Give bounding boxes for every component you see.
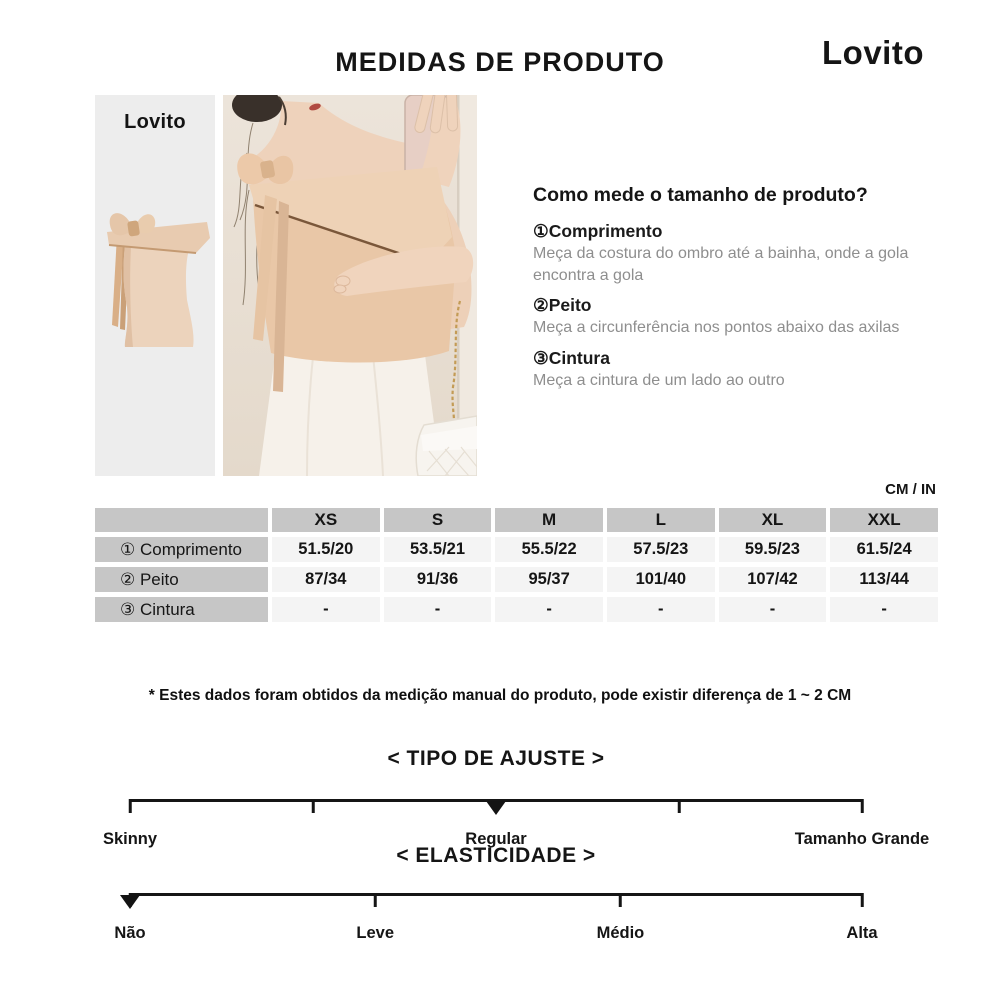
scale-line	[130, 893, 862, 896]
measurement-cell: -	[719, 597, 827, 622]
fit-type-scale	[102, 745, 930, 848]
measurement-note: * Estes dados foram obtidos da medição manual do produto, pode existir diferença de 1 ~ 2 CM	[148, 687, 852, 704]
measure-item-label: ②Peito	[533, 295, 592, 315]
size-column-header: S	[384, 508, 492, 532]
table-row	[95, 567, 938, 592]
scale-tick	[619, 893, 622, 907]
measurement-cell: 51.5/20	[272, 537, 380, 562]
size-column-header: XXL	[830, 508, 938, 532]
scale-label: Alta	[846, 924, 878, 942]
measure-item-label: ③Cintura	[533, 347, 610, 368]
table-row	[95, 537, 938, 562]
size-table-corner-cell	[95, 508, 268, 532]
page-title: MEDIDAS DE PRODUTO	[335, 47, 665, 77]
scale-label: Regular	[465, 830, 527, 848]
measurement-cell: -	[495, 597, 603, 622]
unit-label: CM / IN	[885, 481, 936, 498]
fit-type-track	[102, 799, 930, 848]
measure-item-label: ①Comprimento	[533, 221, 663, 241]
scale-label: Skinny	[102, 830, 158, 848]
row-label: ① Comprimento	[95, 537, 268, 562]
measurement-cell: 95/37	[495, 567, 603, 592]
row-label: ③ Cintura	[95, 597, 268, 622]
scale-tick	[312, 799, 315, 813]
size-column-header: XS	[272, 508, 380, 532]
size-column-header: M	[495, 508, 603, 532]
size-table	[91, 503, 942, 627]
measurement-cell: 53.5/21	[384, 537, 492, 562]
product-images	[95, 95, 477, 476]
measure-item-description: Meça da costura do ombro até a bainha, onde a gola encontra a gola	[533, 245, 909, 284]
measurement-cell: -	[384, 597, 492, 622]
measurement-cell: 101/40	[607, 567, 715, 592]
measurement-cell: 57.5/23	[607, 537, 715, 562]
fit-type-heading: < TIPO DE AJUSTE >	[387, 747, 605, 770]
table-row	[95, 597, 938, 622]
scale-tick	[861, 893, 864, 907]
measurement-cell: 91/36	[384, 567, 492, 592]
size-table-header-row	[95, 508, 938, 532]
elasticity-track	[114, 893, 878, 942]
measurement-cell: 113/44	[830, 567, 938, 592]
measurement-cell: -	[607, 597, 715, 622]
scale-tick	[861, 799, 864, 813]
scale-label: Tamanho Grande	[794, 830, 930, 848]
measurement-cell: -	[830, 597, 938, 622]
flatlay-top-illustration	[95, 95, 215, 476]
marker-triangle-icon	[486, 801, 506, 815]
elasticity-scale	[114, 842, 878, 942]
elasticity-heading: < ELASTICIDADE >	[396, 844, 596, 867]
measurement-cell: 61.5/24	[830, 537, 938, 562]
marker-triangle-icon	[120, 895, 140, 909]
scale-tick	[678, 799, 681, 813]
measurement-cell: 55.5/22	[495, 537, 603, 562]
row-label: ② Peito	[95, 567, 268, 592]
measurement-cell: 87/34	[272, 567, 380, 592]
measure-item-description: Meça a cintura de um lado ao outro	[533, 371, 785, 389]
measurement-cell: 107/42	[719, 567, 827, 592]
brand-logo: Lovito	[822, 34, 924, 71]
product-flatlay-image	[95, 95, 215, 476]
model-photo-illustration	[223, 95, 477, 476]
flatlay-brand-watermark: Lovito	[124, 111, 186, 133]
scale-label: Leve	[356, 924, 395, 942]
model-photo	[223, 95, 477, 476]
measure-guide-heading: Como mede o tamanho de produto?	[533, 184, 868, 206]
size-column-header: L	[607, 508, 715, 532]
measurement-cell: 59.5/23	[719, 537, 827, 562]
measurement-cell: -	[272, 597, 380, 622]
measure-item-description: Meça a circunferência nos pontos abaixo das axilas	[533, 319, 900, 336]
measure-guide	[533, 184, 911, 391]
scale-tick	[129, 799, 132, 813]
scale-tick	[374, 893, 377, 907]
scale-label: Médio	[596, 924, 645, 942]
scale-label: Não	[114, 924, 146, 942]
size-column-header: XL	[719, 508, 827, 532]
